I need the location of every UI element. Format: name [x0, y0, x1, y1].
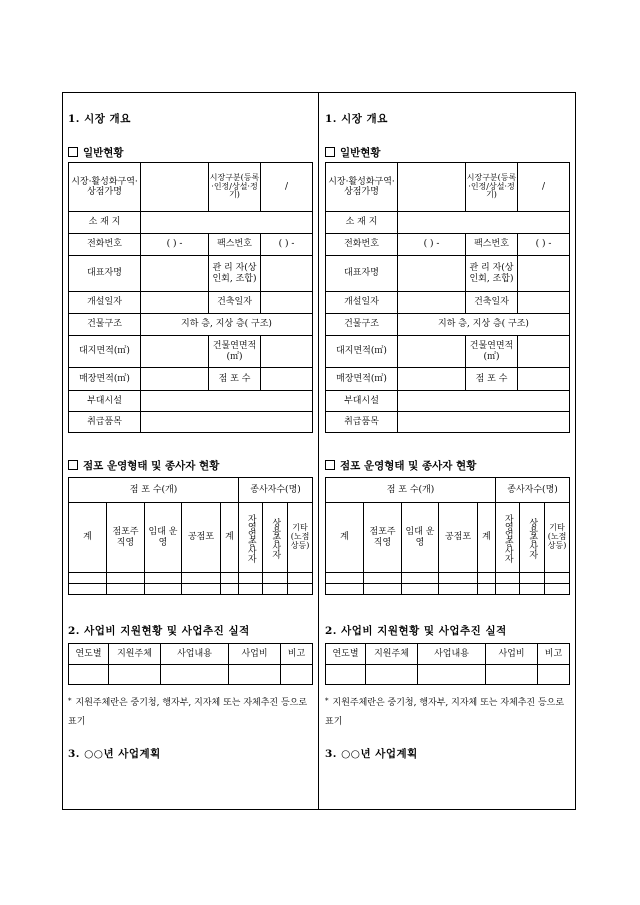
budget-header-content: 사업내용 [418, 644, 486, 665]
budget-note: * 지원주체란은 중기청, 행자부, 지자체 또는 자체추진 등으로 표기 [68, 697, 308, 727]
store-count-cell[interactable] [518, 368, 570, 391]
budget-header-sponsor: 지원주체 [366, 644, 418, 665]
budget-cell[interactable] [538, 665, 570, 685]
budget-cell[interactable] [281, 665, 313, 685]
budget-note: * 지원주체란은 중기청, 행자부, 지자체 또는 자체추진 등으로 표기 [325, 697, 565, 727]
items-cell[interactable] [398, 412, 570, 433]
store-cell[interactable] [221, 584, 239, 595]
store-cell[interactable] [239, 573, 263, 584]
items-cell[interactable] [141, 412, 313, 433]
general-table [325, 162, 570, 433]
floor-area-cell[interactable] [261, 336, 313, 368]
build-date-label: 건축일자 [209, 292, 261, 314]
employed-header: 상용종사자 [520, 503, 545, 573]
store-count-cell[interactable] [261, 368, 313, 391]
open-date-cell[interactable] [398, 292, 466, 314]
store-cell[interactable] [402, 573, 439, 584]
budget-cell[interactable] [109, 665, 161, 685]
store-cell[interactable] [239, 584, 263, 595]
manager-cell[interactable] [518, 256, 570, 292]
fax-label: 팩스번호 [209, 234, 261, 256]
floor-area-cell[interactable] [518, 336, 570, 368]
rep-label: 대표자명 [69, 256, 141, 292]
phone-value[interactable]: ( ) - [141, 234, 209, 256]
shop-area-cell[interactable] [141, 368, 209, 391]
fax-value[interactable]: ( ) - [261, 234, 313, 256]
budget-title: 2. 사업비 지원현황 및 사업추진 실적 [325, 625, 507, 637]
rented-header: 임대 운영 [402, 503, 439, 573]
vacant-header: 공점포 [439, 503, 478, 573]
self-employed-header: 자영업종사자 [239, 503, 263, 573]
structure-label: 건물구조 [69, 314, 141, 336]
store-cell[interactable] [326, 584, 364, 595]
direct-header: 점포주 직영 [107, 503, 145, 573]
structure-label: 건물구조 [326, 314, 398, 336]
budget-title: 2. 사업비 지원현황 및 사업추진 실적 [68, 625, 250, 637]
budget-cell[interactable] [366, 665, 418, 685]
address-cell[interactable] [398, 212, 570, 234]
overview-title: 1. 시장 개요 [325, 113, 388, 125]
market-name-label: 시장·활성화구역·상점가명 [69, 163, 141, 212]
rented-header: 임대 운영 [145, 503, 182, 573]
store-cell[interactable] [364, 573, 402, 584]
store-cell[interactable] [263, 573, 288, 584]
open-date-cell[interactable] [141, 292, 209, 314]
shop-area-label: 매장면적(㎡) [69, 368, 141, 391]
store-cell[interactable] [288, 584, 313, 595]
checkbox-icon [68, 460, 78, 470]
overview-title: 1. 시장 개요 [68, 113, 131, 125]
budget-cell[interactable] [486, 665, 538, 685]
budget-cell[interactable] [229, 665, 281, 685]
items-label: 취급품목 [326, 412, 398, 433]
store-cell[interactable] [221, 573, 239, 584]
shop-area-label: 매장면적(㎡) [326, 368, 398, 391]
store-table [68, 477, 313, 595]
land-area-cell[interactable] [398, 336, 466, 368]
items-label: 취급품목 [69, 412, 141, 433]
store-cell[interactable] [496, 584, 520, 595]
store-cell[interactable] [263, 584, 288, 595]
store-cell[interactable] [288, 573, 313, 584]
facilities-label: 부대시설 [69, 391, 141, 412]
column-divider [318, 92, 319, 810]
build-date-label: 건축일자 [466, 292, 518, 314]
rep-cell[interactable] [398, 256, 466, 292]
budget-header-content: 사업내용 [161, 644, 229, 665]
store-count-label: 점 포 수 [466, 368, 518, 391]
budget-cell[interactable] [69, 665, 109, 685]
market-type-value[interactable]: / [518, 163, 570, 212]
store-cell[interactable] [182, 584, 221, 595]
store-count-header: 점 포 수(개) [69, 478, 239, 503]
store-cell[interactable] [326, 573, 364, 584]
store-count-header: 점 포 수(개) [326, 478, 496, 503]
manager-label: 관 리 자(상인회, 조합) [466, 256, 518, 292]
store-cell[interactable] [107, 573, 145, 584]
market-name-cell[interactable] [141, 163, 209, 212]
checkbox-icon [68, 147, 78, 157]
general-title: 일반현황 [68, 145, 124, 160]
store-cell[interactable] [145, 573, 182, 584]
store-cell[interactable] [545, 573, 570, 584]
direct-header: 점포주 직영 [364, 503, 402, 573]
floor-area-label: 건물연면적(㎡) [209, 336, 261, 368]
store-cell[interactable] [182, 573, 221, 584]
store-table [325, 477, 570, 595]
worker-count-header: 종사자수(명) [496, 478, 570, 503]
address-label: 소 재 지 [326, 212, 398, 234]
facilities-label: 부대시설 [326, 391, 398, 412]
other-header: 기타(노점상등) [545, 503, 570, 573]
store-total-header: 계 [326, 503, 364, 573]
budget-header-sponsor: 지원주체 [109, 644, 161, 665]
market-name-label: 시장·활성화구역·상점가명 [326, 163, 398, 212]
store-cell[interactable] [496, 573, 520, 584]
worker-total-header: 계 [221, 503, 239, 573]
store-title: 점포 운영형태 및 종사자 현황 [325, 458, 476, 473]
structure-value[interactable]: 지하 층, 지상 층( 구조) [398, 314, 570, 336]
build-date-cell[interactable] [518, 292, 570, 314]
build-date-cell[interactable] [261, 292, 313, 314]
store-cell[interactable] [145, 584, 182, 595]
rep-label: 대표자명 [326, 256, 398, 292]
store-cell[interactable] [439, 584, 478, 595]
budget-header-remark: 비고 [538, 644, 570, 665]
facilities-cell[interactable] [141, 391, 313, 412]
structure-value[interactable]: 지하 층, 지상 층( 구조) [141, 314, 313, 336]
store-count-label: 점 포 수 [209, 368, 261, 391]
phone-value[interactable]: ( ) - [398, 234, 466, 256]
store-cell[interactable] [69, 573, 107, 584]
open-date-label: 개설일자 [326, 292, 398, 314]
land-area-label: 대지면적(㎡) [326, 336, 398, 368]
budget-table [68, 643, 313, 685]
budget-table [325, 643, 570, 685]
fax-value[interactable]: ( ) - [518, 234, 570, 256]
budget-header-cost: 사업비 [229, 644, 281, 665]
phone-label: 전화번호 [326, 234, 398, 256]
budget-header-cost: 사업비 [486, 644, 538, 665]
store-cell[interactable] [520, 573, 545, 584]
store-cell[interactable] [402, 584, 439, 595]
worker-total-header: 계 [478, 503, 496, 573]
rep-cell[interactable] [141, 256, 209, 292]
market-type-label: 시장구분(등록·인정/상설·정기) [466, 163, 518, 212]
store-title: 점포 운영형태 및 종사자 현황 [68, 458, 219, 473]
facilities-cell[interactable] [398, 391, 570, 412]
general-title: 일반현황 [325, 145, 381, 160]
vacant-header: 공점포 [182, 503, 221, 573]
floor-area-label: 건물연면적(㎡) [466, 336, 518, 368]
checkbox-icon [325, 147, 335, 157]
market-type-label: 시장구분(등록·인정/상설·정기) [209, 163, 261, 212]
other-header: 기타(노점상등) [288, 503, 313, 573]
plan-title: 3. ○○년 사업계획 [325, 748, 418, 760]
phone-label: 전화번호 [69, 234, 141, 256]
employed-header: 상용종사자 [263, 503, 288, 573]
worker-count-header: 종사자수(명) [239, 478, 313, 503]
land-area-cell[interactable] [141, 336, 209, 368]
budget-header-year: 연도별 [69, 644, 109, 665]
store-cell[interactable] [364, 584, 402, 595]
market-type-value[interactable]: / [261, 163, 313, 212]
store-cell[interactable] [439, 573, 478, 584]
budget-header-remark: 비고 [281, 644, 313, 665]
checkbox-icon [325, 460, 335, 470]
store-total-header: 계 [69, 503, 107, 573]
store-cell[interactable] [69, 584, 107, 595]
budget-cell[interactable] [418, 665, 486, 685]
address-label: 소 재 지 [69, 212, 141, 234]
plan-title: 3. ○○년 사업계획 [68, 748, 161, 760]
market-name-cell[interactable] [398, 163, 466, 212]
store-cell[interactable] [478, 584, 496, 595]
budget-cell[interactable] [161, 665, 229, 685]
manager-cell[interactable] [261, 256, 313, 292]
budget-header-year: 연도별 [326, 644, 366, 665]
address-cell[interactable] [141, 212, 313, 234]
store-cell[interactable] [478, 573, 496, 584]
store-cell[interactable] [545, 584, 570, 595]
open-date-label: 개설일자 [69, 292, 141, 314]
fax-label: 팩스번호 [466, 234, 518, 256]
store-cell[interactable] [107, 584, 145, 595]
budget-cell[interactable] [326, 665, 366, 685]
store-cell[interactable] [520, 584, 545, 595]
general-table [68, 162, 313, 433]
shop-area-cell[interactable] [398, 368, 466, 391]
self-employed-header: 자영업종사자 [496, 503, 520, 573]
land-area-label: 대지면적(㎡) [69, 336, 141, 368]
manager-label: 관 리 자(상인회, 조합) [209, 256, 261, 292]
